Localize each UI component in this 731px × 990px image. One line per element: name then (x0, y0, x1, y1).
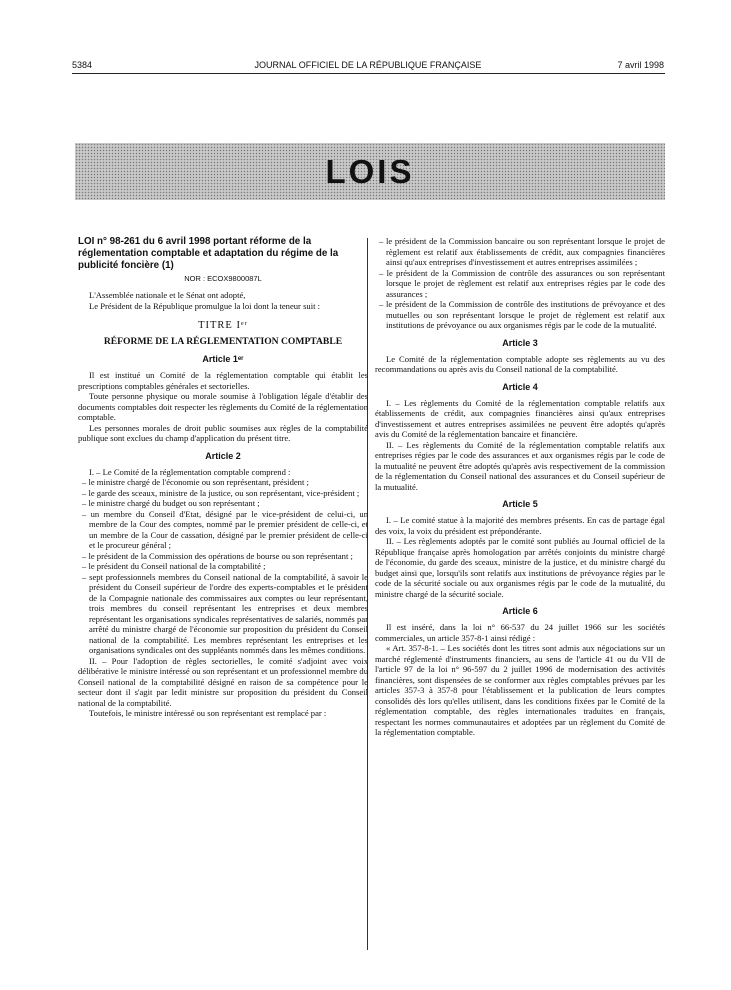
paragraph: I. – Les règlements du Comité de la réglementation comptable relatifs aux établissements de crédit, aux compagnies financières ainsi qu'aux entreprises d'investissement et autres entreprises assimilées ne peuvent être adoptés qu'après avis du Comité de la réglementation bancaire et financière. (375, 397, 665, 439)
paragraph: II. – Les règlements du Comité de la réglementation comptable relatifs aux entreprises régies par le code des assurances et aux organismes régis par le code de la mutualité ne peuvent être adoptés qu'après avis respectivement de la commission de la réglementation du Conseil national des assurances et du Conseil supérieur de la mutualité. (375, 439, 665, 492)
section-banner (75, 143, 665, 200)
preamble-line: Le Président de la République promulgue la loi dont la teneur suit : (89, 300, 321, 311)
list-item: – le président de la Commission des opérations de bourse ou son représentant ; (82, 550, 353, 561)
list-item: – le président de la Commission de contrôle des assurances ou son représentant lorsque le projet de règlement est relatif aux entreprises régies par le code des assurances ; (379, 267, 665, 299)
article-6-heading: Article 6 (502, 606, 538, 616)
list-item: – le président de la Commission de contrôle des institutions de prévoyance et des mutuelles ou son représentant lorsque le projet de règlement est relatif aux institutions de prévoyance ou aux organismes régis par le code de la mutualité. (379, 299, 665, 330)
paragraph: II. – Les règlements adoptés par le comité sont publiés au Journal officiel de la République française après homologation par arrêtés conjoints du ministre chargé de l'économie, du garde des sceaux, ministre de la justice, et du ministre chargé du budget ainsi que, lorsqu'ils sont relatifs aux institutions de prévoyance régies par le code de la sécurité sociale ou aux organismes régis par le code de la mutualité, du ministre chargé de la sécurité sociale. (375, 536, 665, 599)
paragraph: I. – Le Comité de la réglementation comptable comprend : (89, 466, 291, 477)
article-2-heading: Article 2 (205, 450, 241, 461)
right-column (375, 236, 665, 738)
paragraph: Toutefois, le ministre intéressé ou son représentant est remplacé par : (89, 708, 327, 718)
article-3-heading: Article 3 (502, 337, 538, 348)
article-4-heading: Article 4 (502, 381, 538, 392)
article-1-heading: Article 1ᵉʳ (202, 354, 244, 364)
section-heading: RÉFORME DE LA RÉGLEMENTATION COMPTABLE (103, 336, 343, 347)
list-item: – le président de la Commission bancaire ou son représentant lorsque le projet de règlement est relatif aux établissements de crédit, aux compagnies financières ainsi qu'aux entreprises d'investissement et autres entreprises assimilées ; (379, 236, 665, 267)
list-item: – le ministre chargé de l'économie ou son représentant, président ; (82, 477, 309, 487)
issue-date: 7 avril 1998 (617, 60, 664, 70)
list-item: – le ministre chargé du budget ou son représentant ; (82, 498, 260, 508)
list-item: – le président du Conseil national de la comptabilité ; (82, 561, 266, 571)
page-header (72, 60, 664, 72)
page-number: 5384 (72, 60, 93, 70)
left-column (78, 236, 368, 719)
list-item: – un membre du Conseil d'Etat, désigné par le vice-président de celui-ci, un membre de la Cour des comptes, nommé par le premier président de celle-ci, et un membre de la Cour de cassation, désigné par le premier président de celle-ci et le procureur général ; (82, 508, 368, 550)
preamble-line: L'Assemblée nationale et le Sénat ont adopté, (89, 290, 246, 300)
paragraph: II. – Pour l'adoption de règles sectorielles, le comité s'adjoint avec voix délibérative le ministre intéressé ou son représentant et un professionnel membre du Conseil national de la comptabilité désigné en raison de sa compétence pour le secteur dont il s'agit par ledit ministre sur proposition du président du Conseil national de la comptabilité. (78, 655, 368, 708)
titre-heading: TITRE Iᵉʳ (198, 320, 248, 331)
list-item: – le garde des sceaux, ministre de la justice, ou son représentant, vice-président ; (82, 487, 360, 498)
header-rule (72, 73, 665, 74)
article-5-heading: Article 5 (502, 499, 538, 509)
paragraph: Toute personne physique ou morale soumise à l'obligation légale d'établir des documents comptables doit respecter les règlements du Comité de la réglementation comptable. (78, 391, 368, 422)
journal-title: JOURNAL OFFICIEL DE LA RÉPUBLIQUE FRANÇAISE (254, 60, 482, 70)
nor-reference: NOR : ECOX9800087L (184, 274, 262, 283)
paragraph: I. – Le comité statue à la majorité des membres présents. En cas de partage égal des voix, la voix du président est prépondérante. (375, 515, 665, 536)
paragraph: Il est institué un Comité de la réglementation comptable qui établit les prescriptions comptables générales et sectorielles. (78, 370, 368, 391)
banner-title: LOIS (325, 153, 415, 190)
paragraph: Les personnes morales de droit public soumises aux règles de la comptabilité publique sont exclues du champ d'application du présent titre. (78, 422, 368, 443)
paragraph: « Art. 357-8-1. – Les sociétés dont les titres sont admis aux négociations sur un marché réglementé d'instruments financiers, au sens de l'article 41 ou du VII de l'article 97 de la loi n° 96-597 du 2 juillet 1996 de modernisation des activités financières, sont dispensées de se conformer aux règles comptables prévues par les articles 357-3 à 357-8 pour l'établissement et la publication de leurs comptes consolidés dès lors qu'elles utilisent, dans les conditions fixées par le Comité de la réglementation comptable, des règles internationales traduites en français, respectant les normes communautaires et adoptées par un règlement du Comité de la réglementation comptable. (375, 643, 665, 737)
list-item: – sept professionnels membres du Conseil national de la comptabilité, à savoir le président du Conseil supérieur de l'ordre des experts-comptables et le président de la Compagnie nationale des commissaires aux comptes ou leur représentant, trois membres du conseil représentant les entreprises et deux membres représentant les organisations syndicales représentatives de salariés, nommés par arrêté du ministre chargé de l'économie sur proposition du président du Conseil national de la comptabilité. Les membres représentant les entreprises et les organisations syndicales ont des suppléants nommés dans les mêmes conditions. (82, 571, 368, 655)
paragraph: Il est inséré, dans la loi n° 66-537 du 24 juillet 1966 sur les sociétés commerciales, un article 357-8-1 ainsi rédigé : (375, 622, 665, 643)
law-title: LOI n° 98-261 du 6 avril 1998 portant réforme de la réglementation comptable et adaptation du régime de la publicité foncière (1) (78, 236, 339, 271)
paragraph: Le Comité de la réglementation comptable adopte ses règlements au vu des recommandations ou après avis du Conseil national de la comptabilité. (375, 353, 665, 374)
